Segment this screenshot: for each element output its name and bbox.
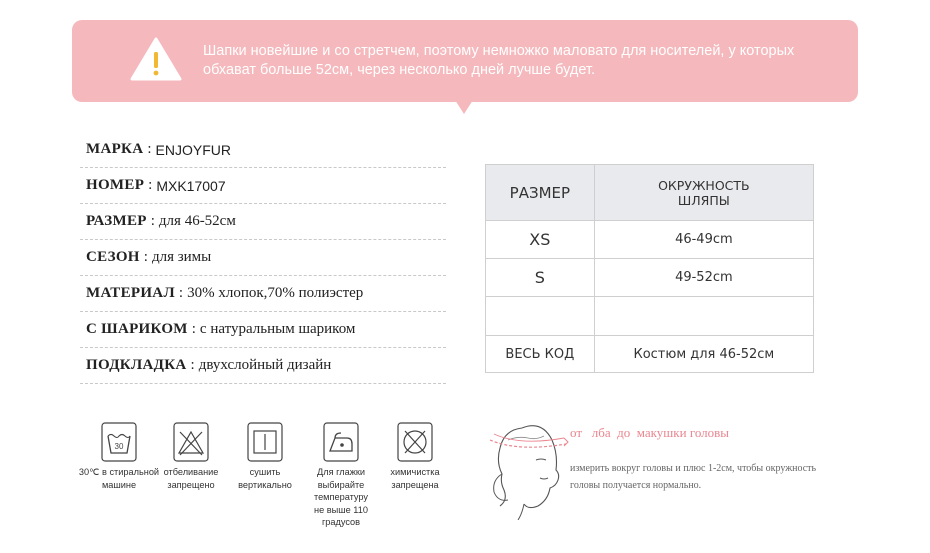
care-label: запрещена <box>391 479 439 490</box>
care-label: химичистка <box>390 467 440 477</box>
spec-row-brand <box>80 132 446 168</box>
table-row <box>486 336 814 373</box>
iron-low-icon <box>323 422 359 462</box>
no-dryclean-icon <box>397 422 433 462</box>
notice-line-2: обхават больше 52см, через несколько дней лучше будет. <box>203 62 595 78</box>
spec-row-number <box>80 168 446 204</box>
circumference-cell: 46-49cm <box>594 221 813 259</box>
size-cell: XS <box>486 221 595 259</box>
care-label: выбирайте <box>317 479 365 490</box>
spec-separator: : <box>148 177 153 193</box>
table-row <box>486 297 814 336</box>
size-cell: ВЕСЬ КОД <box>486 336 595 373</box>
spec-key: СЕЗОН <box>86 249 140 265</box>
care-dryclean <box>372 422 458 491</box>
size-cell <box>486 297 595 336</box>
spec-key: НОМЕР <box>86 177 145 193</box>
spec-separator: : <box>150 213 155 229</box>
spec-separator: : <box>147 141 152 157</box>
spec-value: ENJOYFUR <box>155 141 231 158</box>
spec-separator: : <box>178 285 184 301</box>
care-label: Для глажки <box>316 467 366 477</box>
size-cell: S <box>486 259 595 297</box>
care-label: отбеливание <box>163 467 219 477</box>
spec-value: MXK17007 <box>156 177 226 194</box>
measure-note-line-2: головы получается нормально. <box>570 480 702 491</box>
care-label: не выше 110 градусов <box>314 504 368 527</box>
care-label: 30℃ в стиральной <box>78 467 160 477</box>
care-label: сушить <box>249 467 281 477</box>
circumference-cell: Костюм для 46-52см <box>594 336 813 373</box>
no-bleach-icon <box>173 422 209 462</box>
svg-text:30: 30 <box>114 442 124 451</box>
care-label: машине <box>101 479 137 490</box>
head-measurement-illustration <box>478 410 570 520</box>
spec-key: РАЗМЕР <box>86 213 147 229</box>
size-notice-banner <box>72 20 858 102</box>
product-spec-list <box>80 132 446 384</box>
table-row <box>486 221 814 259</box>
spec-key: С ШАРИКОМ <box>86 321 188 337</box>
spec-separator: : <box>191 321 196 337</box>
size-table-header <box>486 165 814 221</box>
spec-separator: : <box>190 357 195 373</box>
header-circumference-line-1: ОКРУЖНОСТЬ <box>658 177 750 193</box>
spec-row-material <box>80 276 446 312</box>
spec-row-pompom <box>80 312 446 348</box>
warning-icon <box>130 36 182 82</box>
notice-line-1: Шапки новейшие и со стретчем, поэтому немножко маловато для носителей, у которых <box>203 43 795 59</box>
circumference-cell: 49-52cm <box>594 259 813 297</box>
wash-30-icon <box>101 422 137 462</box>
measure-note-line-1: измерить вокруг головы и плюс 1-2см, чтобы окружность <box>570 463 817 474</box>
drip-dry-icon <box>247 422 283 462</box>
spec-key: МАРКА <box>86 141 144 157</box>
care-dry <box>222 422 308 491</box>
spec-row-size <box>80 204 446 240</box>
circumference-cell <box>594 297 813 336</box>
spec-separator: : <box>143 249 148 265</box>
measure-title: от лба до макушки головы <box>570 425 730 440</box>
spec-value: для 46-52см <box>158 213 236 229</box>
spec-value: с натуральным шариком <box>199 321 356 337</box>
header-circumference-line-2: ШЛЯПЫ <box>677 192 730 208</box>
header-size: РАЗМЕР <box>486 165 595 221</box>
care-label: запрещено <box>167 479 215 490</box>
spec-value: двухслойный дизайн <box>198 357 332 373</box>
spec-row-lining <box>80 348 446 384</box>
notice-text <box>203 42 843 80</box>
header-circumference <box>594 165 813 221</box>
size-table <box>485 164 814 373</box>
care-label: температуру <box>313 492 369 502</box>
spec-row-season <box>80 240 446 276</box>
spec-key: ПОДКЛАДКА <box>86 357 187 373</box>
spec-value: для зимы <box>151 249 212 265</box>
spec-value: 30% хлопок,70% полиэстер <box>187 285 364 301</box>
spec-key: МАТЕРИАЛ <box>86 285 175 301</box>
care-label: вертикально <box>238 479 292 490</box>
measure-note <box>570 460 870 494</box>
table-row <box>486 259 814 297</box>
notice-pointer <box>455 100 473 114</box>
